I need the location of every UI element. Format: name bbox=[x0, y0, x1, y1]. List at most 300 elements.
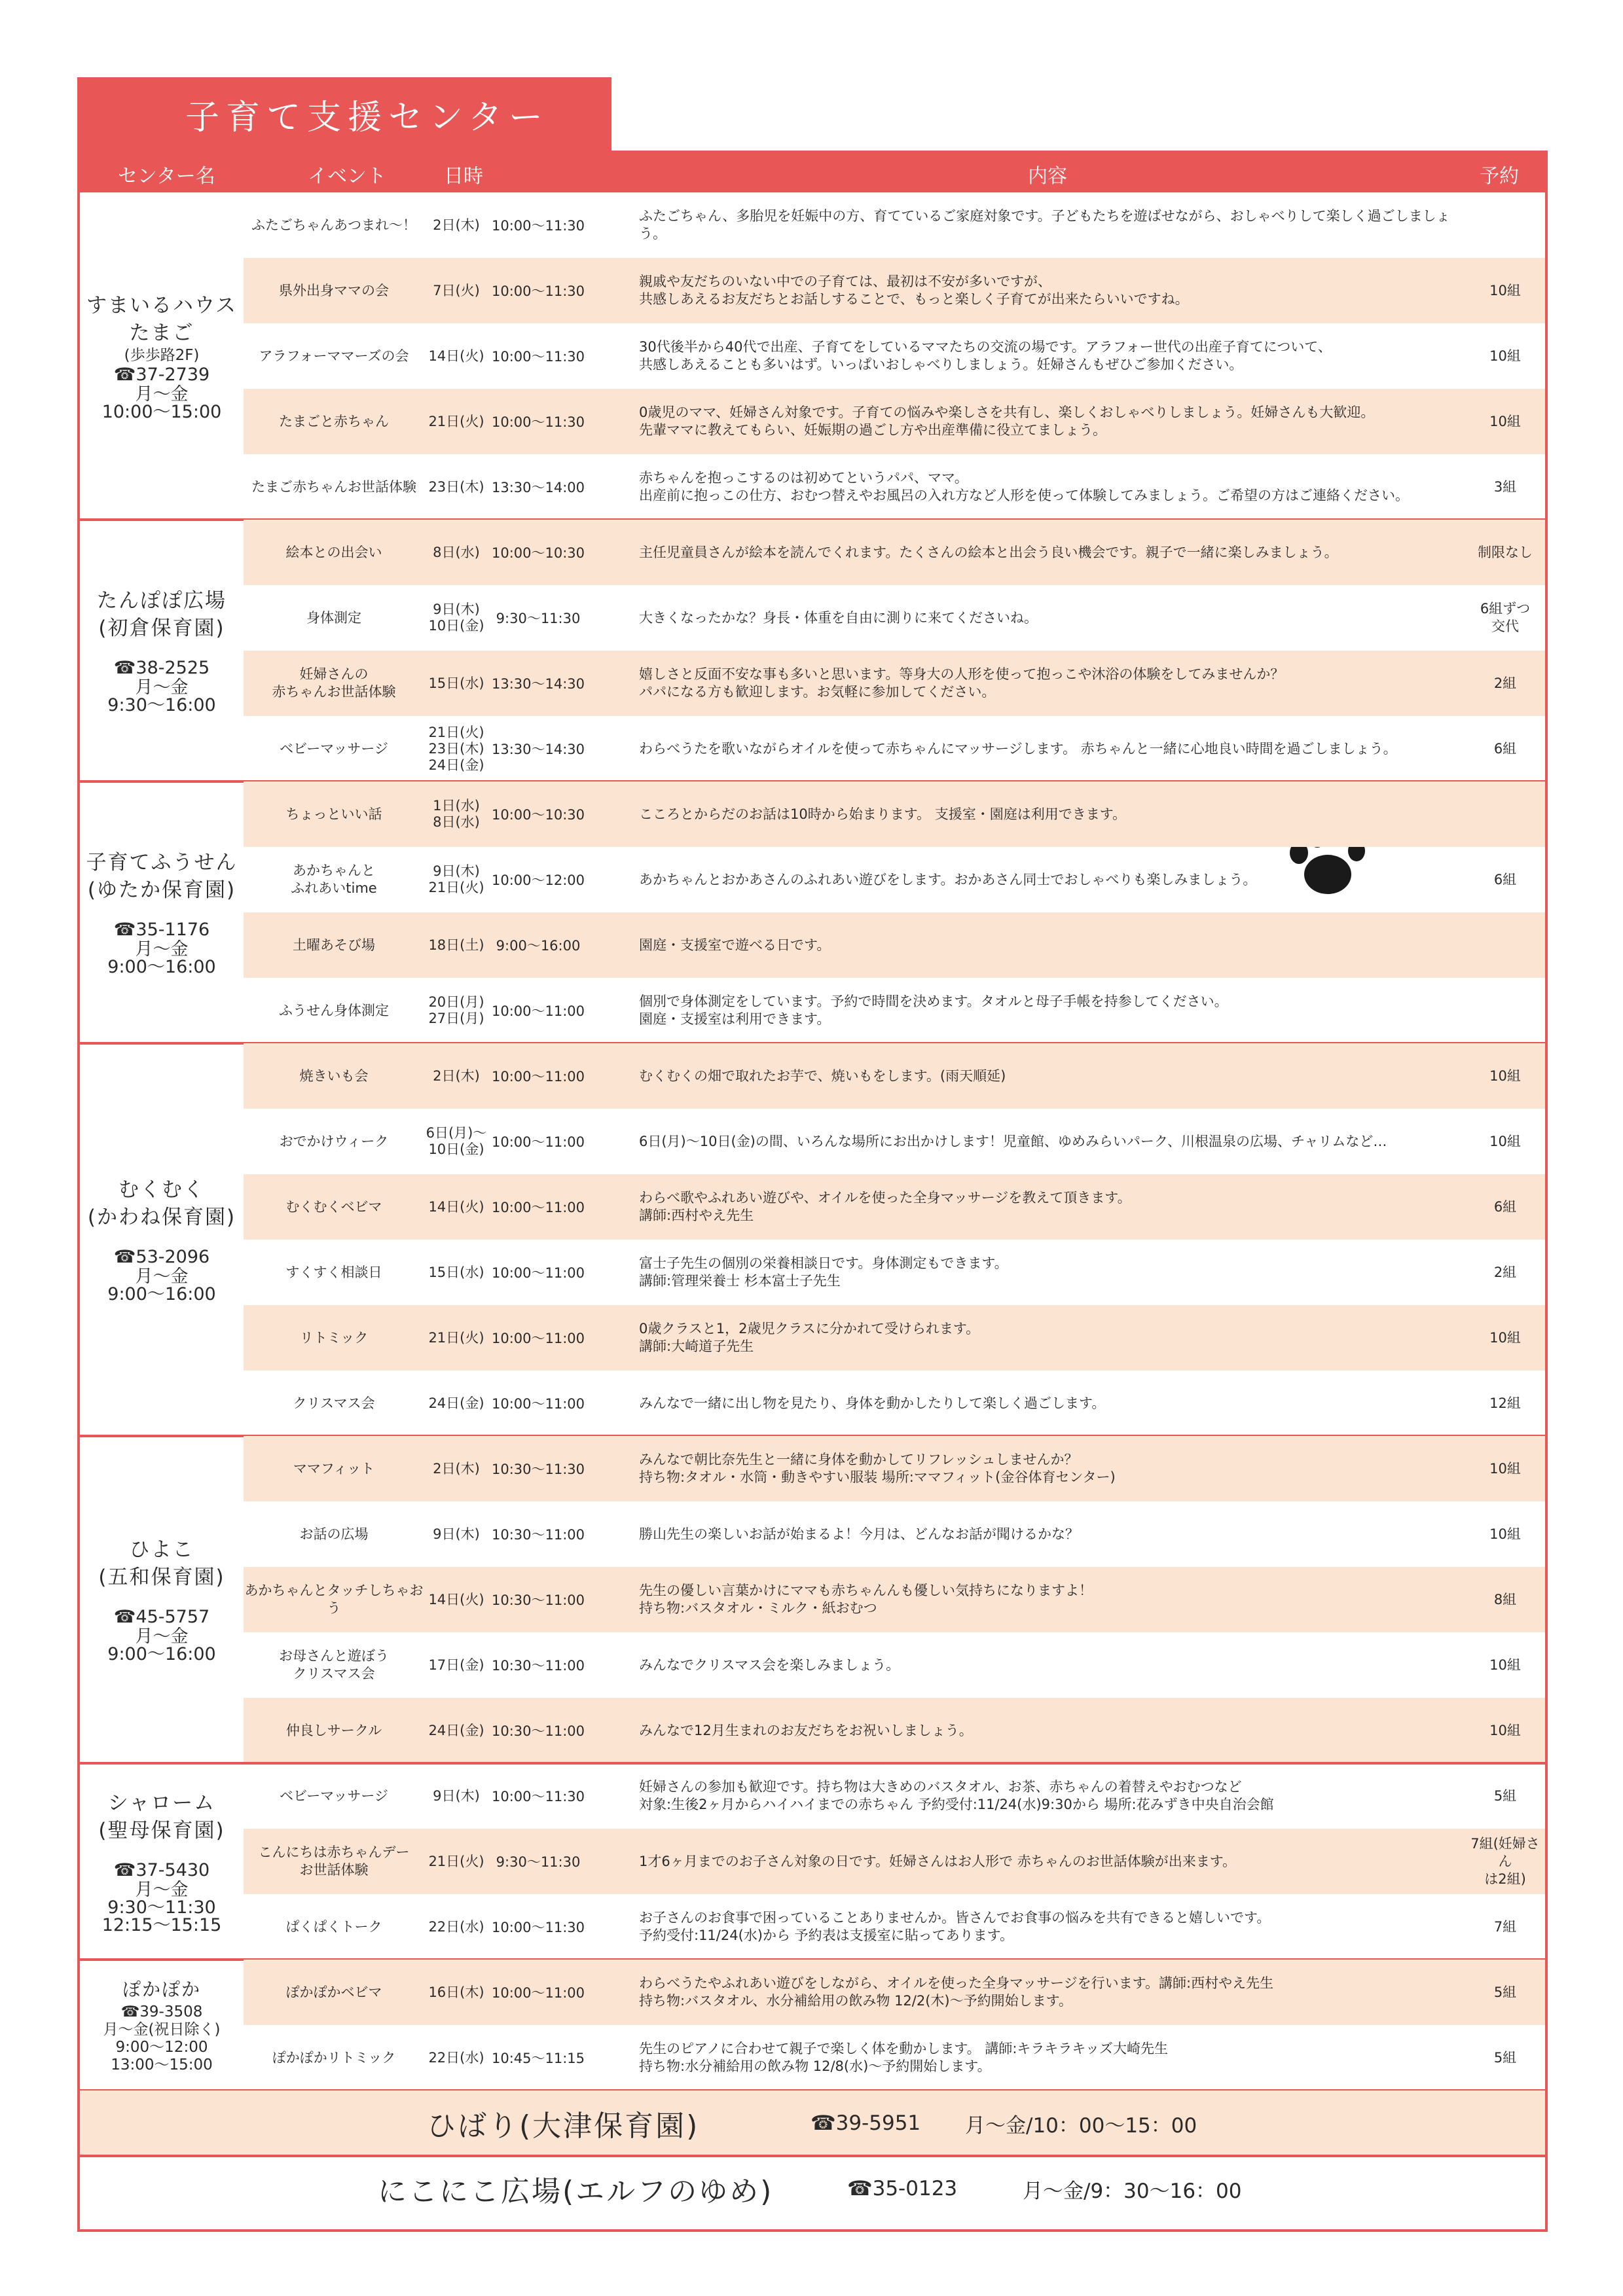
time-cell bbox=[488, 520, 588, 585]
content-cell-line: みんなでクリスマス会を楽しみましょう。 bbox=[639, 1657, 900, 1673]
date-cell bbox=[424, 1698, 488, 1763]
date-cell-line: 14日(火) bbox=[428, 1591, 484, 1607]
event-cell-line: お世話体験 bbox=[299, 1862, 369, 1878]
date-cell bbox=[424, 1109, 488, 1174]
table-row bbox=[244, 1567, 1545, 1632]
date-cell bbox=[424, 1174, 488, 1240]
event-cell-line: クリスマス会 bbox=[293, 1666, 375, 1681]
event-cell-line: クリスマス会 bbox=[293, 1395, 375, 1411]
event-cell bbox=[244, 847, 424, 912]
event-cell bbox=[244, 389, 424, 454]
event-cell bbox=[244, 1371, 424, 1436]
center-name: (かわね保育園) bbox=[87, 1206, 236, 1229]
date-cell-line: 14日(火) bbox=[428, 1198, 484, 1215]
table-row bbox=[244, 1894, 1545, 1960]
event-cell bbox=[244, 651, 424, 716]
center-hours: 月～金 bbox=[135, 1626, 189, 1647]
reserve-cell bbox=[1465, 1174, 1545, 1240]
date-cell-line: 22日(水) bbox=[428, 2049, 484, 2066]
time-cell bbox=[488, 1240, 588, 1305]
content-cell-line: 富士子先生の個別の栄養相談日です。身体測定もできます。 bbox=[639, 1255, 1008, 1271]
time-cell-line: 10:30～11:00 bbox=[491, 1527, 585, 1543]
event-cell-line: おでかけウィーク bbox=[279, 1133, 389, 1149]
time-cell bbox=[488, 1174, 588, 1240]
reserve-cell bbox=[1465, 1436, 1545, 1501]
content-cell-line: 個別で身体測定をしています。予約で時間を決めます。タオルと母子手帳を持参してください。 bbox=[639, 994, 1228, 1009]
event-cell-line: アラフォーママーズの会 bbox=[259, 348, 409, 364]
reserve-cell-line: は2組) bbox=[1484, 1871, 1526, 1887]
time-cell bbox=[488, 1501, 588, 1567]
date-cell bbox=[424, 1632, 488, 1698]
center-name: むくむく bbox=[119, 1178, 205, 1202]
date-cell-line: 17日(金) bbox=[428, 1657, 484, 1673]
content-cell-line: 大きくなったかな？身長・体重を自由に測りに来てくださいね。 bbox=[639, 609, 1038, 626]
reserve-cell bbox=[1465, 1501, 1545, 1567]
time-cell bbox=[488, 1567, 588, 1632]
date-cell bbox=[424, 323, 488, 389]
reserve-cell bbox=[1465, 389, 1545, 454]
content-cell-line: みんなで12月生まれのお友だちをお祝いしましょう。 bbox=[639, 1722, 973, 1738]
content-cell-line: わらべ歌やふれあい遊びや、オイルを使った全身マッサージを教えて頂きます。 bbox=[639, 1190, 1131, 1206]
time-cell bbox=[488, 781, 588, 847]
content-cell-line: 0歳児のママ、妊婦さん対象です。子育ての悩みや楽しさを共有し、楽しくおしゃべりしましょう。妊婦さんも大歓迎。 bbox=[639, 404, 1375, 420]
center-hours: 12:15～15:15 bbox=[101, 1914, 222, 1935]
date-cell bbox=[424, 651, 488, 716]
reserve-cell bbox=[1465, 651, 1545, 716]
table-row bbox=[244, 1829, 1545, 1894]
date-cell bbox=[424, 978, 488, 1043]
event-cell-line: 県外出身ママの会 bbox=[279, 282, 389, 298]
content-cell-line: 勝山先生の楽しいお話が始まるよ！今月は、どんなお話が聞けるかな？ bbox=[639, 1526, 1079, 1542]
event-cell-line: たまご赤ちゃんお世話体験 bbox=[251, 478, 416, 495]
content-cell-line: 対象:生後2ヶ月からハイハイまでの赤ちゃん 予約受付:11/24(水)9:30から 場所:花みずき中央自治会館 bbox=[639, 1797, 1274, 1812]
event-cell bbox=[244, 2025, 424, 2090]
content-cell bbox=[639, 389, 1464, 454]
date-cell bbox=[424, 2025, 488, 2090]
center-cell bbox=[80, 1960, 244, 2090]
reserve-cell bbox=[1465, 258, 1545, 323]
reserve-cell-line: 10組 bbox=[1489, 413, 1521, 429]
date-cell-line: 2日(木) bbox=[433, 1460, 480, 1477]
table-row bbox=[244, 1632, 1545, 1698]
content-cell bbox=[639, 1436, 1464, 1501]
header-center: センター名 bbox=[118, 165, 215, 188]
content-cell bbox=[639, 651, 1464, 716]
center-name: ぽかぽか bbox=[122, 1979, 201, 2000]
content-cell bbox=[639, 1174, 1464, 1240]
event-cell bbox=[244, 192, 424, 258]
content-cell bbox=[639, 192, 1464, 258]
content-cell bbox=[639, 2025, 1464, 2090]
time-cell bbox=[488, 1894, 588, 1960]
content-cell bbox=[639, 1763, 1464, 1829]
content-cell-line: 赤ちゃんを抱っこするのは初めてというパパ、ママ。 bbox=[639, 470, 968, 486]
center-tel: ☎38-2525 bbox=[113, 658, 210, 678]
content-cell bbox=[639, 1632, 1464, 1698]
reserve-cell-line: 10組 bbox=[1489, 282, 1521, 298]
date-cell bbox=[424, 716, 488, 781]
table-row bbox=[244, 716, 1545, 781]
content-cell-line: 1才6ヶ月までのお子さん対象の日です。妊婦さんはお人形で 赤ちゃんのお世話体験が出来ます。 bbox=[639, 1853, 1237, 1869]
time-cell-line: 10:00～11:00 bbox=[491, 1069, 585, 1085]
reserve-cell bbox=[1465, 1698, 1545, 1763]
event-cell bbox=[244, 1960, 424, 2025]
time-cell-line: 10:00～11:00 bbox=[491, 1134, 585, 1150]
table-row bbox=[244, 847, 1545, 912]
time-cell-line: 10:00～11:00 bbox=[491, 1396, 585, 1412]
time-cell-line: 10:00～10:30 bbox=[491, 807, 585, 823]
time-cell bbox=[488, 1632, 588, 1698]
content-cell bbox=[639, 258, 1464, 323]
time-cell-line: 10:30～11:30 bbox=[491, 1462, 585, 1477]
reserve-cell-line: 制限なし bbox=[1478, 544, 1533, 560]
time-cell-line: 10:00～11:00 bbox=[491, 1985, 585, 2001]
content-cell-line: 持ち物:バスタオル・ミルク・紙おむつ bbox=[639, 1600, 877, 1616]
time-cell bbox=[488, 1829, 588, 1894]
time-cell-line: 10:45～11:15 bbox=[491, 2051, 585, 2066]
center-cell bbox=[80, 781, 244, 1043]
event-cell bbox=[244, 1698, 424, 1763]
center-cell bbox=[80, 520, 244, 781]
date-cell-line: 9日(木) bbox=[433, 1526, 480, 1542]
reserve-cell bbox=[1465, 2025, 1545, 2090]
time-cell-line: 10:00～10:30 bbox=[491, 545, 585, 561]
reserve-cell bbox=[1465, 716, 1545, 781]
date-cell-line: 14日(火) bbox=[428, 348, 484, 364]
content-cell bbox=[639, 1567, 1464, 1632]
reserve-cell-line: 10組 bbox=[1489, 1722, 1521, 1738]
center-name: (五和保育園) bbox=[98, 1566, 225, 1589]
table-row bbox=[244, 1698, 1545, 1763]
content-cell bbox=[639, 1829, 1464, 1894]
event-cell-line: ベビーマッサージ bbox=[280, 740, 388, 757]
content-cell-line: パパになる方も歓迎します。お気軽に参加してください。 bbox=[639, 684, 996, 700]
center-name: シャローム bbox=[107, 1791, 216, 1815]
date-cell-line: 9日(木) bbox=[433, 1787, 480, 1804]
reserve-cell bbox=[1465, 1567, 1545, 1632]
time-cell-line: 10:00～11:00 bbox=[491, 1265, 585, 1281]
content-cell-line: 6日(月)～10日(金)の間、いろんな場所にお出かけします！児童館、ゆめみらいパーク、川根温泉の広場、チャリムなど… bbox=[639, 1133, 1387, 1149]
reserve-cell-line: 10組 bbox=[1489, 1657, 1521, 1673]
date-cell-line: 10日(金) bbox=[428, 618, 484, 634]
content-cell bbox=[639, 1501, 1464, 1567]
date-cell bbox=[424, 192, 488, 258]
event-cell-line: リトミック bbox=[299, 1329, 369, 1346]
table-row bbox=[244, 1763, 1545, 1829]
content-cell bbox=[639, 1109, 1464, 1174]
time-cell-line: 10:00～11:30 bbox=[491, 414, 585, 430]
date-cell bbox=[424, 1894, 488, 1960]
event-cell bbox=[244, 1305, 424, 1371]
event-cell-line: 身体測定 bbox=[306, 609, 361, 626]
event-cell bbox=[244, 978, 424, 1043]
content-cell-line: 0歳クラスと1，2歳児クラスに分かれて受けられます。 bbox=[639, 1321, 980, 1336]
table-row bbox=[244, 1240, 1545, 1305]
time-cell-line: 10:00～11:30 bbox=[491, 283, 585, 299]
reserve-cell bbox=[1465, 781, 1545, 847]
reserve-cell bbox=[1465, 585, 1545, 651]
header-content: 内容 bbox=[1028, 165, 1067, 188]
time-cell-line: 10:00～11:00 bbox=[491, 1331, 585, 1346]
content-cell-line: むくむくの畑で取れたお芋で、焼いもをします。(雨天順延) bbox=[639, 1067, 1006, 1084]
time-cell bbox=[488, 1960, 588, 2025]
reserve-cell-line: 2組 bbox=[1493, 675, 1517, 691]
content-cell bbox=[639, 781, 1464, 847]
date-cell-line: 21日(火) bbox=[428, 724, 484, 740]
reserve-cell-line: 5組 bbox=[1493, 2049, 1517, 2066]
reserve-cell-line: 10組 bbox=[1489, 1133, 1521, 1149]
center-name: (ゆたか保育園) bbox=[87, 878, 236, 902]
reserve-cell-line: 2組 bbox=[1493, 1264, 1517, 1280]
table-row bbox=[244, 1305, 1545, 1371]
event-cell-line: ベビーマッサージ bbox=[280, 1787, 388, 1804]
reserve-cell bbox=[1465, 912, 1545, 978]
reserve-cell bbox=[1465, 1960, 1545, 2025]
table-row bbox=[244, 454, 1545, 520]
content-cell bbox=[639, 1043, 1464, 1109]
table-row bbox=[244, 1960, 1545, 2025]
table-row bbox=[244, 585, 1545, 651]
time-cell bbox=[488, 847, 588, 912]
time-cell bbox=[488, 1371, 588, 1436]
content-cell-line: 持ち物:バスタオル、水分補給用の飲み物 12/2(木)～予約開始します。 bbox=[639, 1993, 1072, 2009]
content-cell-line: 共感しあえることも多いはず。いっぱいおしゃべりしましょう。妊婦さんもぜひご参加ください。 bbox=[639, 357, 1243, 372]
header-date: 日時 bbox=[444, 165, 483, 188]
date-cell bbox=[424, 1240, 488, 1305]
content-cell-line: こころとからだのお話は10時から始まります。 支援室・園庭は利用できます。 bbox=[639, 806, 1127, 822]
table-row bbox=[244, 781, 1545, 847]
content-cell bbox=[639, 847, 1464, 912]
content-cell bbox=[639, 1698, 1464, 1763]
event-cell-line: ふれあいtime bbox=[291, 880, 377, 896]
event-cell-line: 仲良しサークル bbox=[285, 1722, 382, 1738]
time-cell bbox=[488, 651, 588, 716]
bottom-center-row bbox=[80, 2090, 1545, 2156]
time-cell bbox=[488, 978, 588, 1043]
event-cell bbox=[244, 781, 424, 847]
reserve-cell-line: 10組 bbox=[1489, 1526, 1521, 1542]
center-tel: ☎53-2096 bbox=[113, 1247, 210, 1267]
center-hours: 月～金 bbox=[135, 677, 189, 698]
time-cell bbox=[488, 2025, 588, 2090]
content-cell bbox=[639, 1240, 1464, 1305]
content-cell bbox=[639, 716, 1464, 781]
reserve-cell bbox=[1465, 1632, 1545, 1698]
content-cell bbox=[639, 585, 1464, 651]
reserve-cell bbox=[1465, 847, 1545, 912]
time-cell-line: 10:00～11:30 bbox=[491, 218, 585, 234]
center-hours: 9:00～16:00 bbox=[107, 1284, 216, 1304]
bottom-center-tel: ☎35-0123 bbox=[847, 2177, 958, 2200]
content-cell bbox=[639, 1960, 1464, 2025]
center-name: (初倉保育園) bbox=[98, 617, 225, 640]
date-cell bbox=[424, 1305, 488, 1371]
time-cell-line: 10:30～11:00 bbox=[491, 1723, 585, 1739]
event-cell-line: 焼きいも会 bbox=[299, 1067, 369, 1084]
date-cell bbox=[424, 389, 488, 454]
bottom-center-hours: 月～金/10：00～15：00 bbox=[965, 2113, 1197, 2138]
center-cell bbox=[80, 1763, 244, 1960]
center-name: 子育てふうせん bbox=[86, 851, 238, 874]
bottom-center-hours: 月～金/9：30～16：00 bbox=[1023, 2179, 1242, 2203]
time-cell bbox=[488, 912, 588, 978]
content-cell bbox=[639, 520, 1464, 585]
table-row bbox=[244, 1501, 1545, 1567]
event-cell bbox=[244, 1567, 424, 1632]
table-row bbox=[244, 1371, 1545, 1436]
reserve-cell-line: 5組 bbox=[1493, 1984, 1517, 2000]
center-cell bbox=[80, 1043, 244, 1436]
date-cell bbox=[424, 1436, 488, 1501]
content-cell-line: 出産前に抱っこの仕方、おむつ替えやお風呂の入れ方など人形を使って体験してみましょう。ご希望の方はご連絡ください。 bbox=[639, 488, 1409, 503]
page-title: 子育て支援センター bbox=[77, 77, 611, 151]
content-cell-line: 持ち物:水分補給用の飲み物 12/8(水)～予約開始します。 bbox=[639, 2058, 991, 2074]
date-cell-line: 24日(金) bbox=[428, 757, 484, 773]
event-cell-line: 土曜あそび場 bbox=[293, 937, 375, 953]
date-cell-line: 27日(月) bbox=[428, 1011, 484, 1026]
content-cell-line: みんなで一緒に出し物を見たり、身体を動かしたりして楽しく過ごします。 bbox=[639, 1395, 1106, 1411]
event-cell bbox=[244, 1436, 424, 1501]
center-hours: 月～金 bbox=[135, 384, 189, 404]
reserve-cell bbox=[1465, 1763, 1545, 1829]
content-cell bbox=[639, 1305, 1464, 1371]
center-hours: 9:00～16:00 bbox=[107, 957, 216, 977]
center-name: たんぽぽ広場 bbox=[97, 589, 227, 613]
date-cell bbox=[424, 1371, 488, 1436]
time-cell-line: 13:30～14:00 bbox=[491, 480, 585, 495]
content-cell-line: 先生の優しい言葉かけにママも赤ちゃんんも優しい気持ちになりますよ！ bbox=[639, 1583, 1093, 1598]
date-cell bbox=[424, 912, 488, 978]
date-cell-line: 16日(木) bbox=[428, 1984, 484, 2000]
content-cell-line: 講師:管理栄養士 杉本富士子先生 bbox=[639, 1273, 841, 1289]
reserve-cell-line: 10組 bbox=[1489, 348, 1521, 364]
center-hours: 9:00～16:00 bbox=[107, 1644, 216, 1664]
time-cell bbox=[488, 1436, 588, 1501]
event-cell bbox=[244, 1109, 424, 1174]
event-cell bbox=[244, 912, 424, 978]
table-row bbox=[244, 651, 1545, 716]
date-cell bbox=[424, 258, 488, 323]
reserve-cell-line: 5組 bbox=[1493, 1787, 1517, 1804]
date-cell bbox=[424, 1567, 488, 1632]
date-cell-line: 22日(水) bbox=[428, 1918, 484, 1935]
center-hours: 月～金 bbox=[135, 939, 189, 960]
bottom-center-tel: ☎39-5951 bbox=[811, 2111, 921, 2135]
center-location: (歩歩路2F) bbox=[124, 346, 200, 364]
center-name: (聖母保育園) bbox=[98, 1818, 225, 1842]
reserve-cell-line: 8組 bbox=[1493, 1591, 1517, 1607]
content-cell-line: 先輩ママに教えてもらい、妊娠期の過ごし方や出産準備に役立てましょう。 bbox=[639, 422, 1106, 438]
content-cell-line: 主任児童員さんが絵本を読んでくれます。たくさんの絵本と出会う良い機会です。親子で一緒に楽しみましょう。 bbox=[639, 544, 1338, 560]
time-cell bbox=[488, 1763, 588, 1829]
time-cell bbox=[488, 454, 588, 520]
table-row bbox=[244, 2025, 1545, 2090]
date-cell-line: 8日(水) bbox=[433, 544, 480, 560]
event-cell-line: たまごと赤ちゃん bbox=[279, 413, 389, 429]
event-cell-line: すくすく相談日 bbox=[285, 1264, 382, 1280]
content-cell-line: わらべうたを歌いながらオイルを使って赤ちゃんにマッサージします。 赤ちゃんと一緒に心地良い時間を過ごしましょう。 bbox=[639, 740, 1397, 757]
event-cell-line: ふたごちゃんあつまれ～！ bbox=[251, 217, 416, 233]
reserve-cell-line: 3組 bbox=[1493, 478, 1517, 495]
date-cell bbox=[424, 1829, 488, 1894]
content-cell-line: 妊婦さんの参加も歓迎です。持ち物は大きめのバスタオル、お茶、赤ちゃんの着替えやおむつなど bbox=[639, 1779, 1242, 1795]
reserve-cell bbox=[1465, 520, 1545, 585]
content-cell-line: 園庭・支援室で遊べる日です。 bbox=[639, 937, 831, 953]
event-cell-line: お話の広場 bbox=[299, 1526, 369, 1542]
event-cell-line: ちょっといい話 bbox=[285, 806, 382, 822]
time-cell-line: 10:00～11:00 bbox=[491, 1200, 585, 1215]
event-cell-line: 絵本との出会い bbox=[285, 544, 382, 560]
center-hours: 9:30～16:00 bbox=[107, 695, 216, 715]
date-cell-line: 24日(金) bbox=[428, 1722, 484, 1738]
center-hours: 月～金 bbox=[135, 1879, 189, 1900]
date-cell-line: 9日(木) bbox=[433, 863, 480, 879]
center-hours: 月～金 bbox=[135, 1266, 189, 1287]
date-cell-line: 20日(月) bbox=[428, 994, 484, 1010]
event-cell bbox=[244, 1894, 424, 1960]
content-cell-line: 講師:西村やえ先生 bbox=[639, 1208, 754, 1223]
event-cell bbox=[244, 1763, 424, 1829]
time-cell-line: 9:30～11:30 bbox=[496, 1854, 581, 1870]
event-cell bbox=[244, 1501, 424, 1567]
time-cell bbox=[488, 1698, 588, 1763]
time-cell-line: 10:30～11:00 bbox=[491, 1658, 585, 1674]
reserve-cell bbox=[1465, 1829, 1545, 1894]
date-cell-line: 18日(土) bbox=[428, 937, 484, 953]
date-cell-line: 24日(金) bbox=[428, 1395, 484, 1411]
time-cell bbox=[488, 585, 588, 651]
table-row bbox=[244, 978, 1545, 1043]
reserve-cell-line: 10組 bbox=[1489, 1460, 1521, 1477]
date-cell-line: 23日(木) bbox=[428, 478, 484, 495]
event-cell-line: ママフィット bbox=[293, 1460, 375, 1477]
content-cell-line: 持ち物:タオル・水筒・動きやすい服装 場所:ママフィット(金谷体育センター) bbox=[639, 1469, 1116, 1485]
time-cell-line: 9:30～11:30 bbox=[496, 611, 581, 626]
date-cell-line: 21日(火) bbox=[428, 880, 484, 895]
date-cell bbox=[424, 1763, 488, 1829]
table-row bbox=[244, 1174, 1545, 1240]
reserve-cell-line: 6組 bbox=[1493, 871, 1517, 888]
event-cell bbox=[244, 1240, 424, 1305]
center-tel: ☎35-1176 bbox=[113, 920, 210, 940]
event-cell-line: お母さんと遊ぼう bbox=[279, 1648, 389, 1664]
time-cell bbox=[488, 716, 588, 781]
center-tel: ☎39-3508 bbox=[120, 2003, 203, 2020]
time-cell-line: 10:30～11:00 bbox=[491, 1592, 585, 1608]
time-cell-line: 13:30～14:30 bbox=[491, 742, 585, 757]
reserve-cell bbox=[1465, 1371, 1545, 1436]
date-cell-line: 2日(木) bbox=[433, 1067, 480, 1084]
date-cell-line: 10日(金) bbox=[428, 1141, 484, 1157]
reserve-cell-line: 交代 bbox=[1491, 619, 1519, 634]
table-row bbox=[244, 258, 1545, 323]
header-event: イベント bbox=[308, 165, 386, 188]
content-cell bbox=[639, 454, 1464, 520]
time-cell-line: 10:00～11:30 bbox=[491, 349, 585, 365]
content-cell-line: 30代後半から40代で出産、子育てをしているママたちの交流の場です。アラフォー世代の出産子育てについて、 bbox=[639, 339, 1332, 355]
center-tel: ☎45-5757 bbox=[113, 1607, 210, 1627]
time-cell-line: 10:00～12:00 bbox=[491, 872, 585, 888]
time-cell bbox=[488, 1043, 588, 1109]
time-cell bbox=[488, 323, 588, 389]
time-cell bbox=[488, 1109, 588, 1174]
reserve-cell bbox=[1465, 978, 1545, 1043]
time-cell-line: 10:00～11:30 bbox=[491, 1789, 585, 1804]
center-hours: 13:00～15:00 bbox=[111, 2056, 213, 2073]
table-row bbox=[244, 520, 1545, 585]
center-name: ひよこ bbox=[129, 1538, 194, 1562]
date-cell bbox=[424, 781, 488, 847]
